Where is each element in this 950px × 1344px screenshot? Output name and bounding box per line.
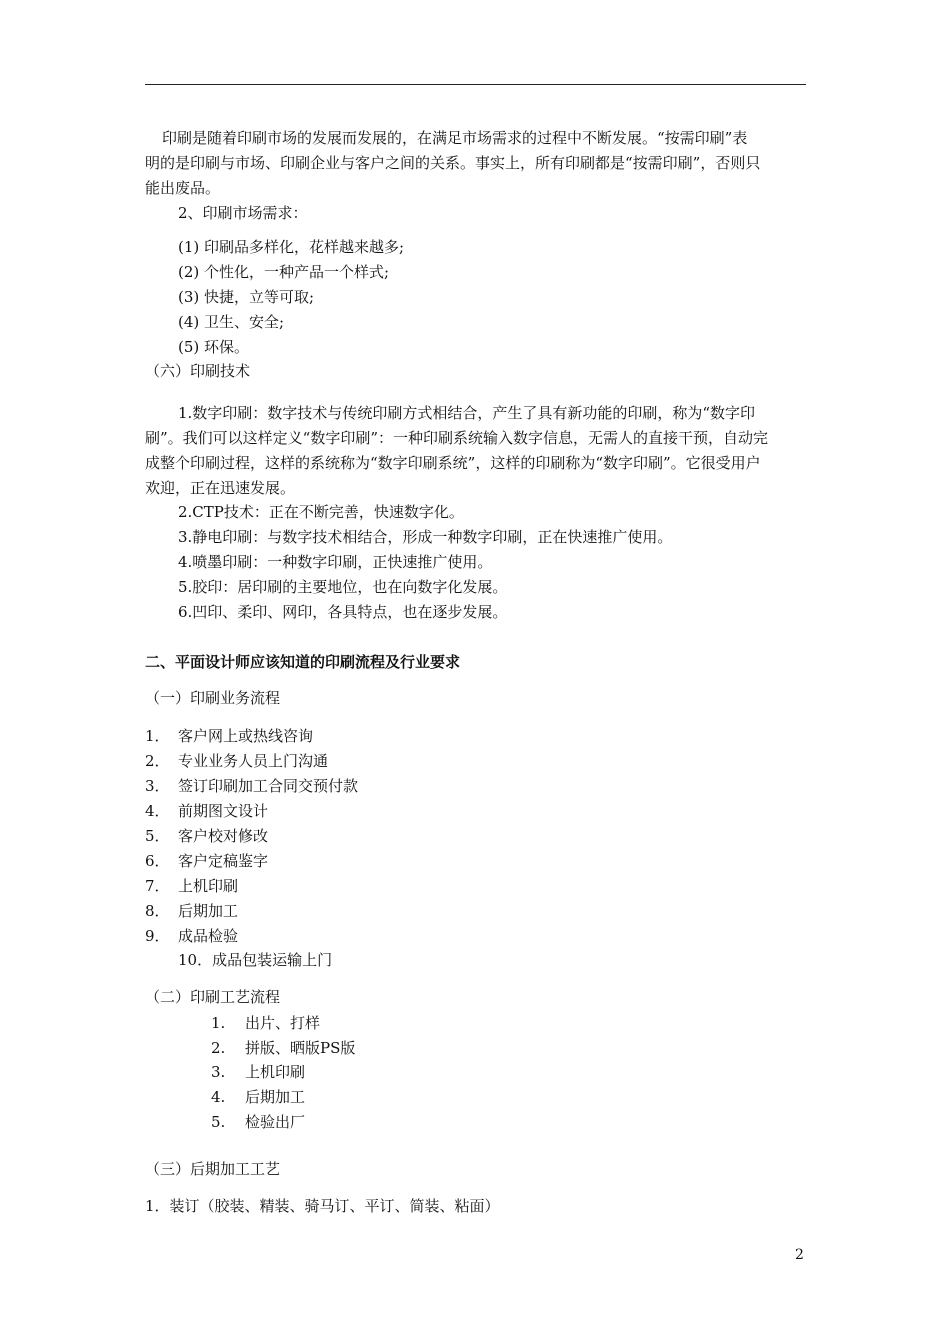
tech-para-line-4: 欢迎，正在迅速发展。 (145, 479, 296, 497)
craft-item-number: 5. (211, 1113, 226, 1131)
business-item: 10．成品包装运输上门 (178, 951, 333, 969)
business-item-text: 上机印刷 (178, 877, 239, 895)
business-item (145, 901, 238, 921)
section-2-heading: 二、平面设计师应该知道的印刷流程及行业要求 (145, 653, 461, 671)
tech-item: 3.静电印刷：与数字技术相结合，形成一种数字印刷，正在快速推广使用。 (178, 528, 673, 546)
header-rule (145, 84, 806, 85)
business-item-number: 3． (145, 777, 170, 795)
business-item-text: 后期加工 (178, 902, 239, 920)
tech-para-line-2: 刷”。我们可以这样定义“数字印刷”：一种印刷系统输入数字信息，无需人的直接干预，自动完 (145, 429, 769, 447)
business-item-text: 前期图文设计 (178, 802, 269, 820)
post-title: （三）后期加工工艺 (145, 1160, 281, 1178)
craft-item (211, 1013, 320, 1033)
page-number: 2 (795, 1247, 804, 1263)
business-item (145, 876, 238, 896)
intro-line-3: 能出废品。 (145, 179, 221, 197)
business-item-number: 8． (145, 902, 170, 920)
craft-item (211, 1087, 305, 1107)
craft-item-text: 检验出厂 (245, 1113, 306, 1131)
business-item (145, 851, 268, 871)
craft-title: （二）印刷工艺流程 (145, 988, 281, 1006)
tech-item: 4.喷墨印刷：一种数字印刷，正快速推广使用。 (178, 553, 493, 571)
business-item-text: 签订印刷加工合同交预付款 (178, 777, 359, 795)
craft-item-number: 3. (211, 1063, 226, 1081)
craft-item-text: 上机印刷 (245, 1063, 306, 1081)
business-item-text: 客户校对修改 (178, 827, 269, 845)
business-item-number: 2． (145, 752, 170, 770)
craft-item-number: 4. (211, 1088, 226, 1106)
business-title: （一）印刷业务流程 (145, 689, 281, 707)
post-item: 1．装订（胶装、精装、骑马订、平订、简装、粘面） (145, 1197, 500, 1215)
craft-item-text: 后期加工 (245, 1088, 306, 1106)
intro-line-2: 明的是印刷与市场、印刷企业与客户之间的关系。事实上，所有印刷都是“按需印刷”，否则只 (145, 154, 761, 172)
business-item-text: 客户定稿鉴字 (178, 852, 269, 870)
tech-item: 5.胶印：居印刷的主要地位，也在向数字化发展。 (178, 578, 508, 596)
craft-item (211, 1062, 305, 1082)
tech-item: 6.凹印、柔印、网印，各具特点，也在逐步发展。 (178, 603, 508, 621)
market-item: (4) 卫生、安全; (178, 313, 285, 331)
intro-line-1: 印刷是随着印刷市场的发展而发展的，在满足市场需求的过程中不断发展。“按需印刷”表 (162, 129, 748, 147)
craft-item (211, 1112, 305, 1132)
market-item: (3) 快捷，立等可取; (178, 288, 315, 306)
market-title: 2、印刷市场需求： (178, 204, 308, 222)
business-item (145, 801, 268, 821)
business-item (145, 776, 358, 796)
business-item-number: 5． (145, 827, 170, 845)
tech-para-line-3: 成整个印刷过程，这样的系统称为“数字印刷系统”，这样的印刷称为“数字印刷”。它很受用户 (145, 454, 761, 472)
business-item (145, 826, 268, 846)
craft-item-text: 出片、打样 (245, 1014, 321, 1032)
business-item-text: 成品检验 (178, 927, 239, 945)
market-item: (2) 个性化，一种产品一个样式; (178, 263, 390, 281)
business-item-number: 6． (145, 852, 170, 870)
business-item-number: 4． (145, 802, 170, 820)
business-item (145, 751, 328, 771)
business-item-number: 9． (145, 927, 170, 945)
craft-item-number: 1. (211, 1014, 226, 1032)
tech-title: （六）印刷技术 (145, 362, 251, 380)
craft-item-number: 2. (211, 1039, 226, 1057)
business-item-number: 1． (145, 727, 170, 745)
business-item-number: 7． (145, 877, 170, 895)
tech-para-line-1: 1.数字印刷：数字技术与传统印刷方式相结合，产生了具有新功能的印刷，称为“数字印 (178, 404, 755, 422)
business-item-text: 专业业务人员上门沟通 (178, 752, 329, 770)
tech-item: 2.CTP技术：正在不断完善，快速数字化。 (178, 503, 464, 521)
market-item: (1) 印刷品多样化，花样越来越多; (178, 238, 405, 256)
craft-item (211, 1038, 355, 1058)
business-item (145, 926, 238, 946)
business-item (145, 726, 313, 746)
craft-item-text: 拼版、晒版PS版 (245, 1039, 356, 1057)
market-item: (5) 环保。 (178, 338, 250, 356)
business-item-text: 客户网上或热线咨询 (178, 727, 314, 745)
